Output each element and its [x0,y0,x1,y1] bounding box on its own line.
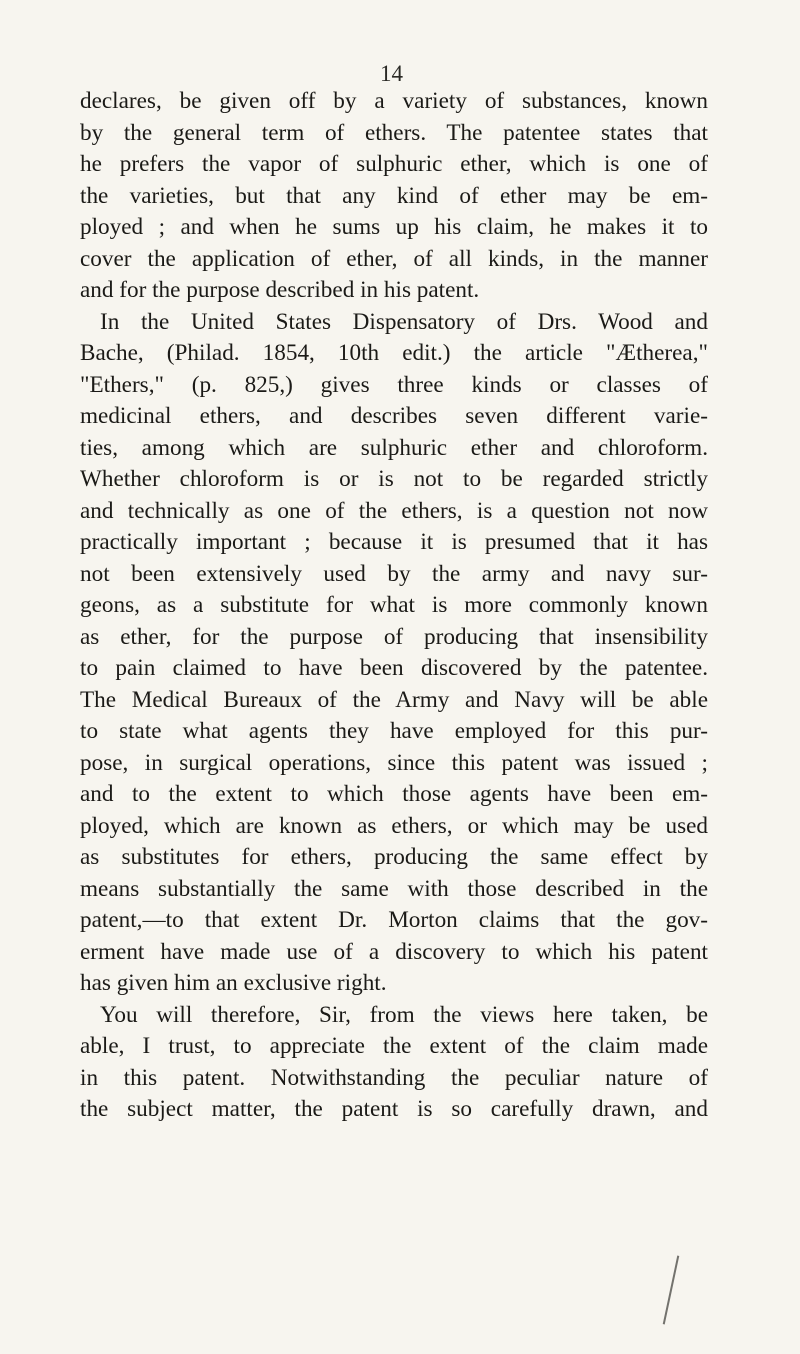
text-line: and to the extent to which those agents have been em- [80,781,708,807]
text-line: "Ethers," (p. 825,) gives three kinds or classes of [80,371,708,398]
text-line: as ether, for the purpose of producing that insensibility [80,623,708,650]
text-line: the varieties, but that any kind of ether may be em- [80,182,708,209]
text-line: ployed, which are known as ethers, or which may be used [80,812,708,839]
text-line: geons, as a substitute for what is more commonly known [80,592,708,618]
text-line: ployed ; and when he sums up his claim, he makes it to [80,214,708,240]
text-line: pose, in surgical operations, since this patent was issued ; [80,749,708,776]
text-line: patent,—to that extent Dr. Morton claims that the gov- [80,907,708,933]
text-line: the subject matter, the patent is so carefully drawn, and [80,1096,708,1122]
text-line: erment have made use of a discovery to which his patent [80,938,708,965]
ink-mark [663,1256,680,1325]
text-line: to pain claimed to have been discovered by the patentee. [80,655,708,681]
page-number: 14 [380,61,403,86]
text-line: cover the application of ether, of all kinds, in the manner [80,245,708,272]
text-line: able, I trust, to appreciate the extent of the claim made [80,1033,708,1059]
text-line: to state what agents they have employed for this pur- [80,718,708,744]
text-line: In the United States Dispensatory of Drs. Wood and [100,308,708,335]
text-line: ties, among which are sulphuric ether and chloroform. [80,434,708,461]
text-line: Bache, (Philad. 1854, 10th edit.) the article "Ætherea," [80,340,708,366]
text-line: by the general term of ethers. The patentee states that [80,119,708,146]
text-line: not been extensively used by the army and navy sur- [80,560,708,587]
text-line: medicinal ethers, and describes seven different varie- [80,403,708,429]
text-line: he prefers the vapor of sulphuric ether, which is one of [80,151,708,177]
text-line: Whether chloroform is or is not to be regarded strictly [80,466,708,492]
text-line: has given him an exclusive right. [80,970,387,996]
text-line: means substantially the same with those described in the [80,875,708,902]
text-line: practically important ; because it is presumed that it has [80,529,708,555]
text-line: and technically as one of the ethers, is a question not now [80,497,708,524]
text-line: You will therefore, Sir, from the views here taken, be [100,1001,708,1028]
text-line: as substitutes for ethers, producing the same effect by [80,844,708,870]
text-line: and for the purpose described in his patent. [80,277,480,303]
text-line: The Medical Bureaux of the Army and Navy will be able [80,686,708,713]
text-line: declares, be given off by a variety of substances, known [80,88,708,114]
body-text [80,86,708,1126]
text-line: in this patent. Notwithstanding the peculiar nature of [80,1064,708,1091]
